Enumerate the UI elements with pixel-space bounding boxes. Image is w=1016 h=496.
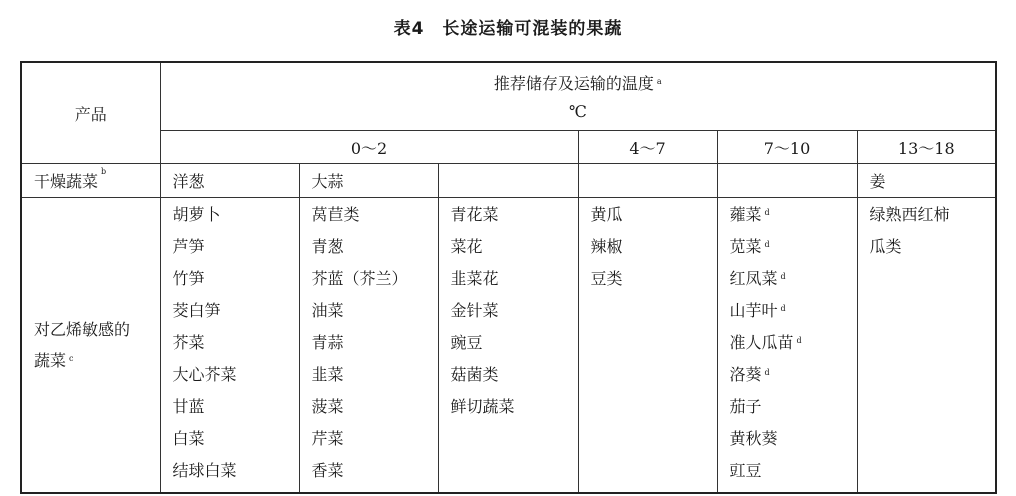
vegetable-name: 胡萝卜 [172, 205, 221, 224]
vegetable-name: 青蒜 [311, 333, 344, 352]
vegetable-name: 绿熟西红柿 [869, 205, 950, 224]
vegetable-name: 豌豆 [450, 333, 483, 352]
cell-dried-col1: 洋葱 [160, 164, 299, 198]
list-item [312, 204, 438, 236]
list-item [312, 460, 438, 492]
list-item [591, 268, 717, 300]
vegetable-name: 茄子 [729, 397, 762, 416]
cell-dried-col5 [717, 164, 857, 198]
vegetable-name: 青花菜 [450, 205, 499, 224]
list-item [451, 332, 578, 364]
vegetable-name: 洛葵 [729, 365, 762, 384]
vegetable-name: 茭白笋 [172, 301, 221, 320]
temperature-header: 推荐储存及运输的温度 [493, 73, 654, 93]
vegetable-name: 芦笋 [172, 237, 205, 256]
cell-dried-col2: 大蒜 [299, 164, 438, 198]
footnote-d: d [780, 272, 786, 281]
vegetable-name: 黄秋葵 [729, 429, 778, 448]
list-item [730, 204, 857, 236]
list-item [173, 332, 299, 364]
vegetable-name: 白菜 [172, 429, 205, 448]
list-item [173, 236, 299, 268]
list-item [730, 268, 857, 300]
list-item [451, 396, 578, 428]
vegetable-name: 芥菜 [172, 333, 205, 352]
table-row [21, 164, 996, 198]
vegetable-name: 油菜 [311, 301, 344, 320]
list-item [173, 364, 299, 396]
list-item [312, 332, 438, 364]
row-label-ethylene-sensitive: 对乙烯敏感的 蔬菜 $^c$ [21, 198, 160, 494]
list-item [451, 364, 578, 396]
cell-dried-col4 [578, 164, 717, 198]
footnote-b: b [101, 167, 107, 176]
product-header-cell [21, 62, 160, 164]
list-item [312, 300, 438, 332]
vegetable-name: 莴苣类 [311, 205, 360, 224]
list-item [730, 236, 857, 268]
list-item [591, 204, 717, 236]
list-item [730, 364, 857, 396]
vegetable-name: 芹菜 [311, 429, 344, 448]
list-item [451, 236, 578, 268]
vegetable-name: 菜花 [450, 237, 483, 256]
vegetable-name: 青葱 [311, 237, 344, 256]
footnote-a: a [656, 76, 662, 86]
list-item [451, 204, 578, 236]
list-item [312, 236, 438, 268]
vegetable-name: 辣椒 [590, 237, 623, 256]
vegetable-name: 鲜切蔬菜 [450, 397, 515, 416]
list-item [312, 364, 438, 396]
list-item [451, 300, 578, 332]
list-item [451, 268, 578, 300]
list-item [173, 396, 299, 428]
list-item [312, 396, 438, 428]
list-item [173, 268, 299, 300]
table-title: 表4 长途运输可混装的果蔬 [393, 19, 623, 39]
range-7-10: 7～10 [717, 131, 857, 164]
vegetable-list-col3 [438, 198, 578, 494]
product-header: 产品 [74, 104, 107, 124]
footnote-c: c [69, 354, 74, 363]
vegetable-list-col1 [160, 198, 299, 494]
vegetable-name: 韭菜 [311, 365, 344, 384]
vegetable-name: 准人瓜苗 [729, 333, 794, 352]
vegetable-name: 蕹菜 [729, 205, 762, 224]
vegetable-name: 豆类 [590, 269, 623, 288]
vegetable-list-col4 [578, 198, 717, 494]
vegetable-name: 山芋叶 [729, 301, 778, 320]
footnote-d: d [764, 368, 770, 377]
list-item [730, 332, 857, 364]
temperature-unit: ℃ [568, 101, 587, 121]
vegetable-name: 金针菜 [450, 301, 499, 320]
footnote-d: d [764, 208, 770, 217]
table-row [21, 198, 996, 494]
list-item [730, 460, 857, 492]
cell-dried-col3 [438, 164, 578, 198]
range-13-18: 13～18 [857, 131, 996, 164]
vegetable-list-col6 [857, 198, 996, 494]
vegetable-name: 韭菜花 [450, 269, 499, 288]
produce-table [20, 61, 997, 494]
vegetable-name: 豇豆 [729, 461, 762, 480]
vegetable-name: 红凤菜 [729, 269, 778, 288]
vegetable-name: 大心芥菜 [172, 365, 237, 384]
list-item [173, 204, 299, 236]
list-item [312, 428, 438, 460]
vegetable-list-col5 [717, 198, 857, 494]
list-item [730, 428, 857, 460]
list-item [173, 428, 299, 460]
list-item [312, 268, 438, 300]
list-item [730, 396, 857, 428]
vegetable-name: 结球白菜 [172, 461, 237, 480]
vegetable-name: 竹笋 [172, 269, 205, 288]
list-item [173, 300, 299, 332]
list-item [173, 460, 299, 492]
vegetable-name: 黄瓜 [590, 205, 623, 224]
temperature-header-cell [160, 62, 996, 131]
footnote-d: d [796, 336, 802, 345]
footnote-d: d [764, 240, 770, 249]
vegetable-name: 苋菜 [729, 237, 762, 256]
list-item [870, 236, 996, 268]
vegetable-name: 瓜类 [869, 237, 902, 256]
list-item [730, 300, 857, 332]
list-item [870, 204, 996, 236]
vegetable-name: 香菜 [311, 461, 344, 480]
vegetable-name: 菠菜 [311, 397, 344, 416]
range-0-2: 0～2 [160, 131, 578, 164]
footnote-d: d [780, 304, 786, 313]
list-item [591, 236, 717, 268]
vegetable-list-col2 [299, 198, 438, 494]
vegetable-name: 菇菌类 [450, 365, 499, 384]
range-4-7: 4～7 [578, 131, 717, 164]
cell-dried-col6: 姜 [857, 164, 996, 198]
vegetable-name: 甘蓝 [172, 397, 205, 416]
vegetable-name: 芥蓝（芥兰） [311, 269, 408, 288]
row-label-dried-vegetables: 干燥蔬菜$^b$ [21, 164, 160, 198]
